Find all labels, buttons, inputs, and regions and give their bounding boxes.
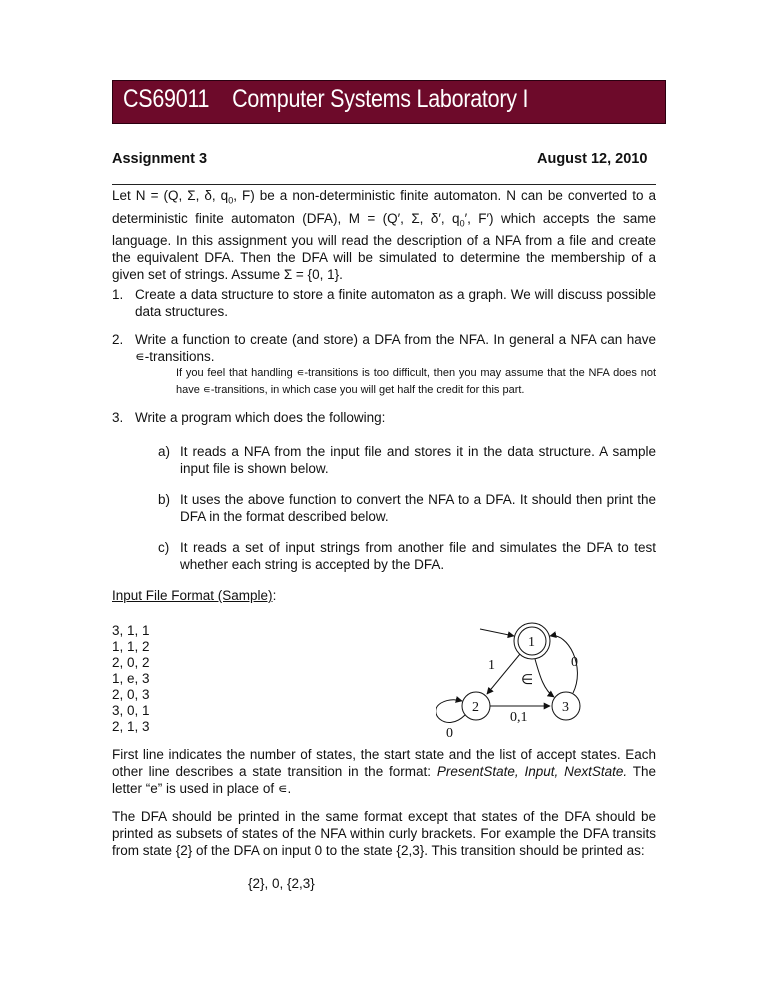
state-1-label: 1	[528, 635, 535, 650]
dfa-example: {2}, 0, {2,3}	[248, 876, 315, 891]
nfa-diagram	[436, 612, 596, 744]
format-explanation: First line indicates the number of states, the start state and the list of accept states. Each other line describes a state transition in the format: PresentState, Input, NextState. The letter “e” is used in place of ∊.	[112, 747, 656, 796]
dfa-output-explanation: The DFA should be printed in the same format except that states of the DFA should be printed as subsets of states of the NFA within curly brackets. For example the DFA transits from state {2} of the DFA on input 0 to the state {2,3}. This transition should be printed as:	[112, 809, 656, 858]
item-number: 3.	[112, 410, 124, 425]
sample-input-file	[112, 623, 150, 735]
sample-line: 3, 1, 1	[112, 623, 150, 638]
sample-line: 2, 0, 2	[112, 655, 150, 670]
intro-paragraph: Let N = (Q, Σ, δ, $q_0$, F) be a non-deterministic finite automaton. N can be converted to a deterministic finite automaton (DFA), M = (Q′, Σ, δ′, $q_0'$, F′) which accepts the same language. In this assignment you will read the description of a NFA from a file and create the equivalent DFA. Then the DFA will be simulated to determine the membership of a given set of strings. Assume Σ = {0, 1}.	[112, 188, 656, 283]
assignment-date: August 12, 2010	[537, 151, 648, 167]
edge-label-3-to-1: 0	[571, 655, 578, 670]
start-arrow	[480, 629, 514, 636]
state-2-label: 2	[472, 700, 479, 715]
item-number: 1.	[112, 287, 124, 302]
edge-1-to-3	[535, 659, 554, 697]
input-format-heading: Input File Format (Sample):	[112, 588, 277, 603]
edge-label-epsilon: ∈	[521, 673, 534, 688]
item-number: 2.	[112, 332, 124, 347]
sample-line: 2, 0, 3	[112, 687, 150, 702]
edge-label-self-loop: 0	[446, 726, 453, 741]
subitem-b-text: It uses the above function to convert the NFA to a DFA. It should then print the DFA in the format described below.	[180, 492, 656, 524]
sample-line: 2, 1, 3	[112, 719, 150, 734]
sample-line: 3, 0, 1	[112, 703, 150, 718]
edge-label-2-to-3: 0,1	[510, 710, 528, 725]
item-3-text: Write a program which does the following:	[135, 410, 386, 425]
subitem-label: c)	[158, 540, 170, 555]
item-2-text: Write a function to create (and store) a DFA from the NFA. In general a NFA can have ∊-transitions.	[135, 332, 656, 364]
edge-label-1-to-2: 1	[488, 658, 495, 673]
item-1-text: Create a data structure to store a finite automaton as a graph. We will discuss possible data structures.	[135, 287, 656, 319]
divider	[112, 184, 656, 185]
subitem-label: a)	[158, 444, 171, 459]
subitem-label: b)	[158, 492, 171, 507]
state-3-label: 3	[562, 700, 569, 715]
sample-line: 1, 1, 2	[112, 639, 150, 654]
sample-line: 1, e, 3	[112, 671, 150, 686]
assignment-title: Assignment 3	[112, 151, 208, 167]
course-banner	[112, 80, 666, 124]
subitem-a-text: It reads a NFA from the input file and stores it in the data structure. A sample input file is shown below.	[180, 444, 656, 476]
subitem-c-text: It reads a set of input strings from another file and simulates the DFA to test whether each string is accepted by the DFA.	[180, 540, 656, 572]
self-loop-2	[436, 700, 465, 723]
course-title: CS69011 Computer Systems Laboratory I	[123, 85, 529, 113]
epsilon-note: If you feel that handling ∊-transitions is too difficult, then you may assume that the NFA does not have ∊-transitions, in which case you will get half the credit for this part.	[176, 367, 657, 396]
